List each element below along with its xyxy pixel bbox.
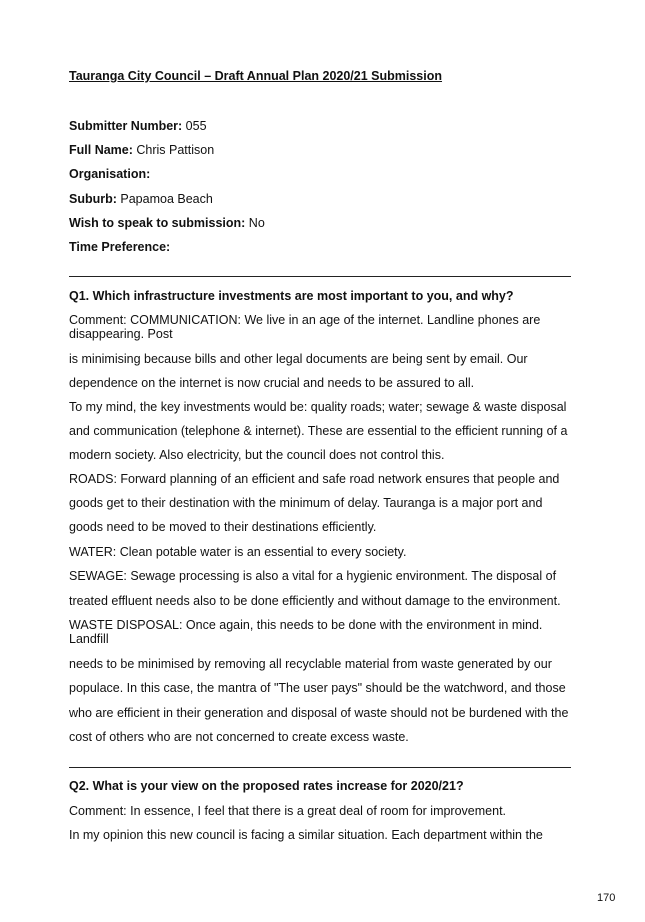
suburb-row xyxy=(69,191,265,215)
field-value: No xyxy=(245,215,265,230)
answer-line: SEWAGE: Sewage processing is also a vital for a hygienic environment. The disposal of xyxy=(69,569,557,583)
field-label: Time Preference: xyxy=(69,239,171,254)
answer-line: modern society. Also electricity, but the council does not control this. xyxy=(69,448,445,462)
question-1-heading: Q1. Which infrastructure investments are most important to you, and why? xyxy=(69,289,514,303)
submitter-details xyxy=(69,118,265,263)
answer-line: dependence on the internet is now crucial and needs to be assured to all. xyxy=(69,376,475,390)
answer-line: goods need to be moved to their destinations efficiently. xyxy=(69,520,377,534)
answer-line: WATER: Clean potable water is an essential to every society. xyxy=(69,545,407,559)
document-title: Tauranga City Council – Draft Annual Plan 2020/21 Submission xyxy=(69,69,443,83)
answer-line: cost of others who are not concerned to create excess waste. xyxy=(69,730,409,744)
answer-line: Comment: COMMUNICATION: We live in an age of the internet. Landline phones are disappearing. Post xyxy=(69,313,541,341)
field-label: Submitter Number: xyxy=(69,119,183,133)
section-divider xyxy=(69,767,571,768)
wish-to-speak-row xyxy=(69,215,265,239)
field-label: Organisation: xyxy=(69,167,151,182)
answer-line: goods get to their destination with the minimum of delay. Tauranga is a major port and xyxy=(69,496,543,510)
submitter-number-row xyxy=(69,118,265,142)
field-value: Papamoa Beach xyxy=(116,191,213,206)
answer-line: Comment: In essence, I feel that there is a great deal of room for improvement. xyxy=(69,804,507,818)
answer-line: populace. In this case, the mantra of "The user pays" should be the watchword, and those xyxy=(69,681,566,695)
answer-line: is minimising because bills and other legal documents are being sent by email. Our xyxy=(69,352,528,366)
time-preference-row xyxy=(69,239,265,263)
answer-line: and communication (telephone & internet). These are essential to the efficient running of a xyxy=(69,424,568,438)
answer-line: who are efficient in their generation and disposal of waste should not be burdened with the xyxy=(69,706,569,720)
field-value: 055 xyxy=(182,119,207,133)
section-divider xyxy=(69,276,571,277)
field-label: Full Name: xyxy=(69,143,133,158)
question-2-heading: Q2. What is your view on the proposed rates increase for 2020/21? xyxy=(69,779,464,793)
answer-line: In my opinion this new council is facing a similar situation. Each department within the xyxy=(69,828,543,842)
answer-line: treated effluent needs also to be done efficiently and without damage to the environment. xyxy=(69,594,561,608)
page-number: 170 xyxy=(597,892,616,904)
answer-line: needs to be minimised by removing all recyclable material from waste generated by our xyxy=(69,657,552,671)
field-label: Wish to speak to submission: xyxy=(69,215,246,230)
answer-line: ROADS: Forward planning of an efficient and safe road network ensures that people and xyxy=(69,472,560,486)
organisation-row xyxy=(69,166,265,190)
answer-line: To my mind, the key investments would be: quality roads; water; sewage & waste disposal xyxy=(69,400,567,414)
answer-line: WASTE DISPOSAL: Once again, this needs to be done with the environment in mind. Landfill xyxy=(69,618,543,646)
full-name-row xyxy=(69,142,265,166)
field-value: Chris Pattison xyxy=(132,143,215,158)
field-label: Suburb: xyxy=(69,191,117,206)
